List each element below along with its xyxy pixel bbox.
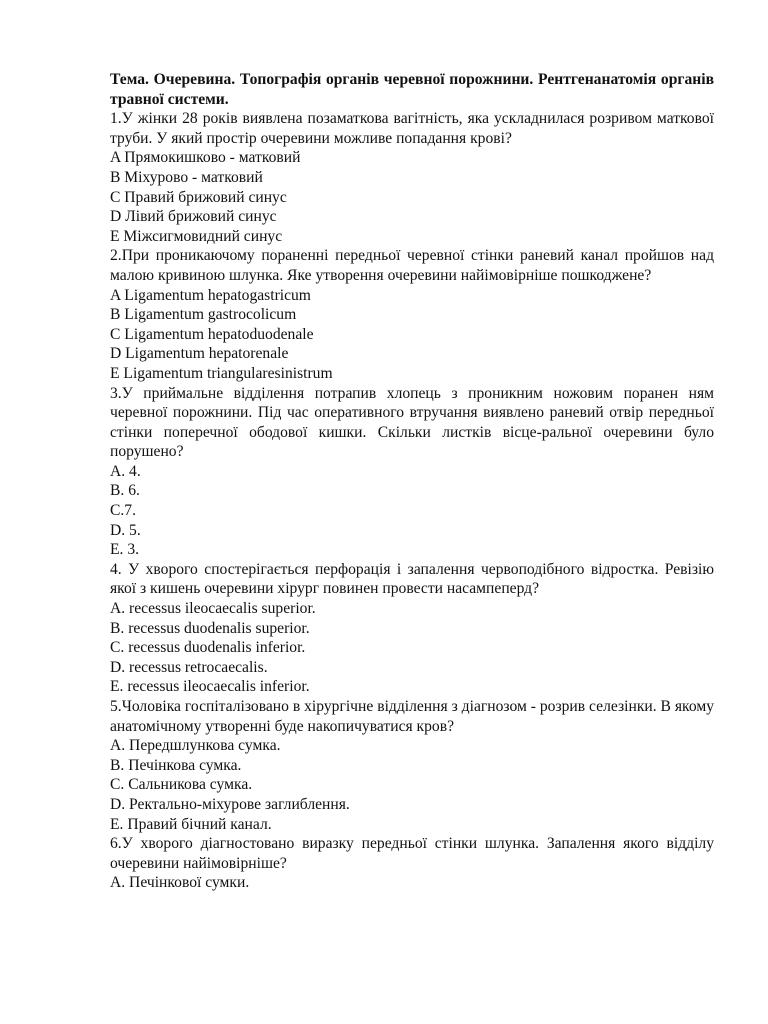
answer-option: C Ligamentum hepatoduodenale — [110, 325, 314, 343]
answer-option: B Ligamentum gastrocolicum — [110, 306, 297, 324]
answer-option: C Правий брижовий синус — [110, 188, 287, 206]
question-text: 5.Чоловіка госпіталізовано в хірургічне відділення з діагнозом - розрив селезінки. В якому анатомічному утворенні буде накопичуватися кров? — [110, 698, 714, 735]
answer-option: B Міхурово - матковий — [110, 168, 263, 186]
answer-option: B. Печінкова сумка. — [110, 756, 242, 774]
question-1 — [110, 109, 714, 246]
answer-option: A. recessus ileocaecalis superior. — [110, 600, 316, 618]
question-5 — [110, 697, 714, 834]
answer-option: E Міжсигмовидний синус — [110, 227, 283, 245]
question-text: 6.У хворого діагностовано виразку передньої стінки шлунка. Запалення якого відділу очеревини найімовірніше? — [110, 835, 714, 872]
answer-option: E Ligamentum triangularesinistrum — [110, 364, 333, 382]
answer-option: D Ligamentum hepatorenale — [110, 345, 289, 363]
answer-option: A Прямокишково - матковий — [110, 149, 301, 167]
answer-option: C. Сальникова сумка. — [110, 776, 253, 794]
answer-option: D. 5. — [110, 521, 141, 539]
question-6 — [110, 834, 714, 893]
document-title: Тема. Очеревина. Топографія органів черевної порожнини. Рентгенанатомія органів травної системи. — [110, 71, 714, 108]
answer-option: A. Передшлункова сумка. — [110, 737, 281, 755]
question-text: 4. У хворого спостерігається перфорація і запалення червоподібного відростка. Ревізію якої з кишень очеревини хірург повинен провести насампеперд? — [110, 560, 714, 598]
answer-option: D. recessus retrocaecalis. — [110, 658, 268, 676]
answer-option: A Ligamentum hepatogastricum — [110, 286, 311, 304]
answer-option: C.7. — [110, 502, 136, 520]
answer-option: E. Правий бічний канал. — [110, 815, 272, 833]
answer-option: C. recessus duodenalis inferior. — [110, 639, 306, 657]
question-4 — [110, 560, 714, 697]
answer-option: E. 3. — [110, 541, 140, 559]
answer-option: D. Ректально-міхурове заглиблення. — [110, 795, 350, 813]
question-3 — [110, 384, 714, 560]
document-page — [110, 70, 714, 893]
question-text: 2.При проникаючому пораненні передньої черевної стінки раневий канал пройшов над малою кривиною шлунка. Яке утворення очеревини найімовірніше пошкоджене? — [110, 247, 714, 284]
answer-option: B. recessus duodenalis superior. — [110, 619, 310, 637]
answer-option: A. Печінкової сумки. — [110, 874, 250, 892]
answer-option: A. 4. — [110, 462, 141, 480]
answer-option: D Лівий брижовий синус — [110, 208, 277, 226]
answer-option: E. recessus ileocaecalis inferior. — [110, 678, 310, 696]
question-text: 1.У жінки 28 років виявлена позаматкова вагітність, яка ускладнилася розривом маткової труби. У який простір очеревини можливе попадання крові? — [110, 110, 714, 147]
question-text: 3.У приймальне відділення потрапив хлопець з проникним ножовим поранен ням черевної порожнини. Під час оперативного втручання виявлено раневий отвір передньої стінки поперечної ободової кишки. Скільки листків вісце-ральної очеревини було порушено? — [110, 384, 714, 461]
question-2 — [110, 246, 714, 383]
answer-option: B. 6. — [110, 482, 140, 500]
